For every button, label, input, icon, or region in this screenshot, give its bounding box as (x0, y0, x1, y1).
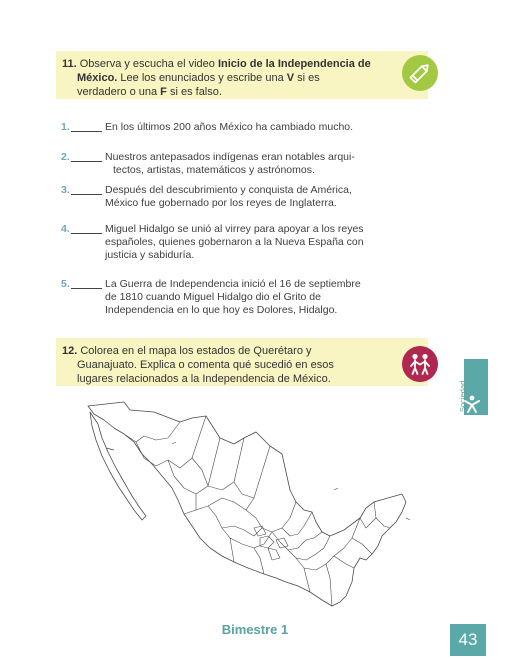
islands (172, 442, 410, 520)
activity-12-line2: Guanajuato. Explica o comenta qué sucedió en esos (77, 359, 334, 371)
people-icon (402, 346, 438, 382)
bimester-title: Bimestre 1 (221, 622, 289, 637)
answer-blank-1[interactable] (71, 131, 102, 132)
activity-11-line2: México. Lee los enunciados y escribe una V si es (77, 72, 320, 84)
society-icon (462, 394, 482, 414)
statement-1: 1. En los últimos 200 años México ha cambiado mucho. (61, 121, 354, 133)
baja-california (90, 412, 146, 520)
answer-blank-2[interactable] (71, 161, 102, 162)
activity-11-instructions (56, 51, 428, 99)
state-borders (124, 416, 390, 606)
activity-12-instructions (56, 338, 428, 386)
activity-11-line3: verdadero o una F si es falso. (77, 86, 222, 98)
statement-5: 5. La Guerra de Independencia inició el 16 de septiembre de 1810 cuando Miguel Hidalgo dio el Grito de Independencia en lo que hoy es Dolores, Hidalgo. (61, 278, 361, 316)
mexico-map[interactable] (84, 398, 414, 613)
pencil-icon (402, 55, 438, 91)
statement-4: 4. Miguel Hidalgo se unió al virrey para apoyar a los reyes españoles, quienes gobernaron a la Nueva España con justicia y sabiduría. (61, 223, 364, 261)
true-false-statements (61, 121, 411, 323)
statement-3: 3. Después del descubrimiento y conquista de América, México fue gobernado por los reyes de Inglaterra. (61, 184, 352, 209)
answer-blank-4[interactable] (71, 233, 102, 234)
activity-12-line1: 12. Colorea en el mapa los estados de Querétaro y (62, 345, 312, 357)
answer-blank-3[interactable] (71, 194, 102, 195)
mexico-outline (88, 402, 406, 606)
statement-2: 2. Nuestros antepasados indígenas eran notables arqui- tectos, artistas, matemáticos y astrónomos. (61, 151, 355, 176)
activity-11-line1: 11. Observa y escucha el video Inicio de la Independencia de (62, 58, 371, 70)
answer-blank-5[interactable] (71, 288, 102, 289)
section-tab-label: Sociedad (458, 380, 467, 412)
activity-12-line3: lugares relacionados a la Independencia de México. (77, 373, 331, 385)
page-number: 43 (450, 624, 486, 656)
